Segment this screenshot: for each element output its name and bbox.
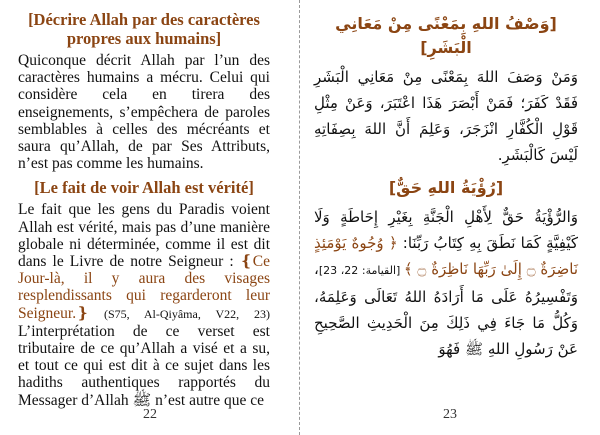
right-page <box>300 0 600 435</box>
arabic-section-heading-describing-allah: [وَصْفُ اللهِ بِمَعْنًى مِنْ مَعَانِي الْبَشَرِ] <box>335 14 557 57</box>
paragraph-seeing-allah <box>18 201 270 408</box>
paragraph-start: Le fait que les gens du Paradis voient Allah est vérité, mais pas d’une manière globale ni déterminée, comme il est dit dans le Livre de notre Seigneur : <box>18 201 270 271</box>
page-number: 22 <box>143 407 157 422</box>
section-heading-describing-allah: [Décrire Allah par des caractères propres aux humains] <box>28 10 260 48</box>
arabic-verse-reference: [القيامة: 22، 23] <box>318 264 404 277</box>
arabic-paragraph-end: ، وَتَفْسِيرُهُ عَلَى مَا أَرَادَهُ اللهُ تَعَالَى وَعَلِمَهُ، وَكُلُّ مَا جَاءَ فِي ذَلِكَ مِنَ الْحَدِيثِ الصَّحِيحِ عَنْ رَسُولِ اللهِ ﷺ فَهُوَ <box>314 260 578 358</box>
arabic-paragraph-start: وَالرُّؤْيَةُ حَقٌّ لِأَهْلِ الْجَنَّةِ بِغَيْرِ إِحَاطَةٍ وَلَا كَيْفِيَّةٍ كَمَا نَطَقَ بِهِ كِتَابُ رَبِّنَا: <box>314 208 578 252</box>
paragraph-end: L’interprétation de ce verset est tributaire de ce qu’Allah a visé et a su, et tout ce qui est dit à ce sujet dans les hadiths authentiques rapportés du Messager d’Allah ﷺ n’est autre que ce <box>18 322 270 409</box>
arabic-section-heading-seeing-allah: [رُؤْيَةُ اللهِ حَقٌّ] <box>388 178 504 197</box>
quran-quote: ❴Ce Jour-là, il y aura des visages resplendissants qui regarderont leur Seigneur.❵ <box>18 253 270 322</box>
arabic-paragraph-describing-allah: وَمَنْ وَصَفَ اللهَ بِمَعْنًى مِنْ مَعَانِي الْبَشَرِ فَقَدْ كَفَرَ؛ فَمَنْ أَبْصَرَ هَذَا اعْتَبَرَ، وَعَنْ مِثْلِ قَوْلِ الْكُفَّارِ انْزَجَرَ، وَعَلِمَ أَنَّ اللهَ بِصِفَاتِهِ لَيْسَ كَالْبَشَرِ. <box>314 68 578 164</box>
arabic-paragraph-seeing-allah <box>314 204 578 362</box>
page-number: 23 <box>443 407 457 422</box>
verse-reference: (S75, Al-Qiyâma, V22, 23) <box>89 306 270 321</box>
paragraph-describing-allah: Quiconque décrit Allah par l’un des caractères humains a mécru. Celui qui considère cela en tirera des enseignements, s’empêchera de paroles semblables à celles des mécréants et saura qu’Allah, de par Ses Attributs, n’est pas comme les humains. <box>18 52 270 173</box>
arabic-quran-quote: ﴿ وُجُوهٌ يَوْمَئِذٍ نَاضِرَةٌ ۝ إِلَىٰ رَبِّهَا نَاظِرَةٌ ۝ ﴾ <box>314 234 579 278</box>
section-heading-seeing-allah: [Le fait de voir Allah est vérité] <box>34 178 254 198</box>
